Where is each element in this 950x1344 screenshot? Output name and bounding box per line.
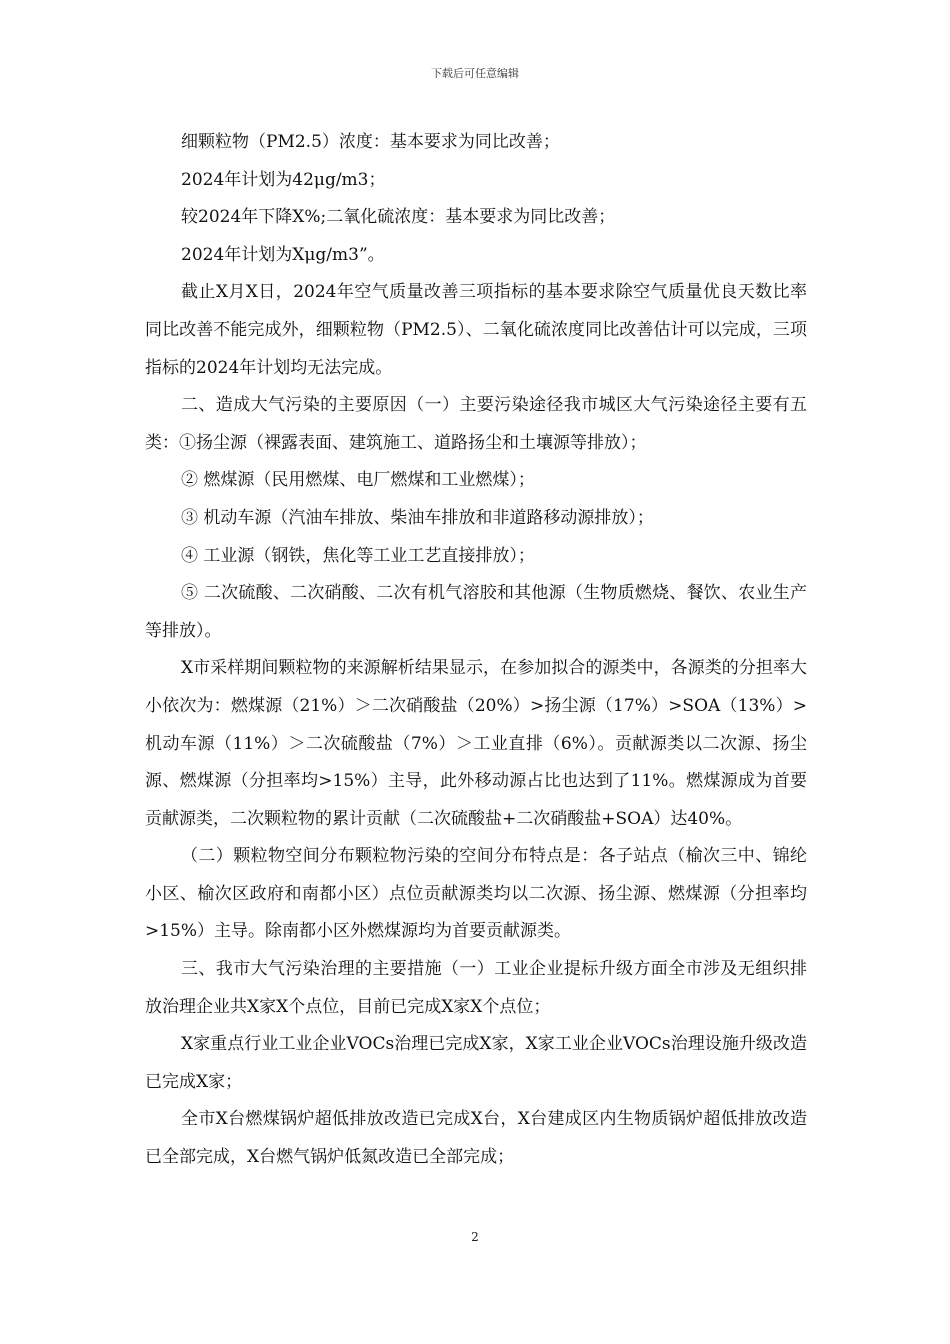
- header-note: 下载后可任意编辑: [431, 67, 519, 80]
- page-number: 2: [471, 1230, 479, 1244]
- paragraph-section-three: 三、我市大气污染治理的主要措施（一）工业企业提标升级方面全市涉及无组织排放治理企业共X家X个点位，目前已完成X家X个点位；: [145, 959, 807, 1017]
- paragraph-spatial-distribution: （二）颗粒物空间分布颗粒物污染的空间分布特点是：各子站点（榆次三中、锦纶小区、榆次区政府和南都小区）点位贡献源类均以二次源、扬尘源、燃煤源（分担率均>15%）主导。除南都小区外燃煤源均为首要贡献源类。: [145, 846, 807, 942]
- paragraph-pm25-plan: 2024年计划为42μg/m3；: [181, 169, 386, 190]
- paragraph-coal-source: ② 燃煤源（民用燃煤、电厂燃煤和工业燃煤）；: [181, 470, 535, 491]
- paragraph-source-analysis: X市采样期间颗粒物的来源解析结果显示，在参加拟合的源类中，各源类的分担率大小依次为：燃煤源（21%）＞二次硝酸盐（20%）>扬尘源（17%）>SOA（13%）>机动车源（11%）＞二次硫酸盐（7%）＞工业直排（6%）。贡献源类以二次源、扬尘源、燃煤源（分担率均>15%）主导，此外移动源占比也达到了11%。燃煤源成为首要贡献源类，二次颗粒物的累计贡献（二次硫酸盐+二次硝酸盐+SOA）达40%。: [145, 658, 807, 829]
- page-header: [0, 66, 950, 82]
- paragraph-secondary-source: ⑤ 二次硫酸、二次硝酸、二次有机气溶胶和其他源（生物质燃烧、餐饮、农业生产等排放）。: [145, 583, 807, 641]
- paragraph-so2-target: 较2024年下降X%;二氧化硫浓度：基本要求为同比改善；: [181, 207, 616, 228]
- paragraph-boilers: 全市X台燃煤锅炉超低排放改造已完成X台，X台建成区内生物质锅炉超低排放改造已全部完成，X台燃气锅炉低氮改造已全部完成；: [145, 1109, 807, 1168]
- paragraph-vocs: X家重点行业工业企业VOCs治理已完成X家，X家工业企业VOCs治理设施升级改造已完成X家；: [145, 1034, 807, 1092]
- paragraph-so2-plan: 2024年计划为Xμg/m3”。: [181, 244, 385, 265]
- paragraph-section-two: 二、造成大气污染的主要原因（一）主要污染途径我市城区大气污染途径主要有五类：①扬尘源（裸露表面、建筑施工、道路扬尘和土壤源等排放）；: [145, 395, 807, 453]
- document-body: [145, 124, 807, 1177]
- paragraph-industry-source: ④ 工业源（钢铁，焦化等工业工艺直接排放）；: [181, 545, 535, 566]
- paragraph-vehicle-source: ③ 机动车源（汽油车排放、柴油车排放和非道路移动源排放）；: [181, 507, 654, 528]
- paragraph-progress: 截止X月X日，2024年空气质量改善三项指标的基本要求除空气质量优良天数比率同比改善不能完成外，细颗粒物（PM2.5）、二氧化硫浓度同比改善估计可以完成，三项指标的2024年计划均无法完成。: [145, 282, 807, 378]
- paragraph-pm25-target: 细颗粒物（PM2.5）浓度：基本要求为同比改善；: [181, 132, 560, 152]
